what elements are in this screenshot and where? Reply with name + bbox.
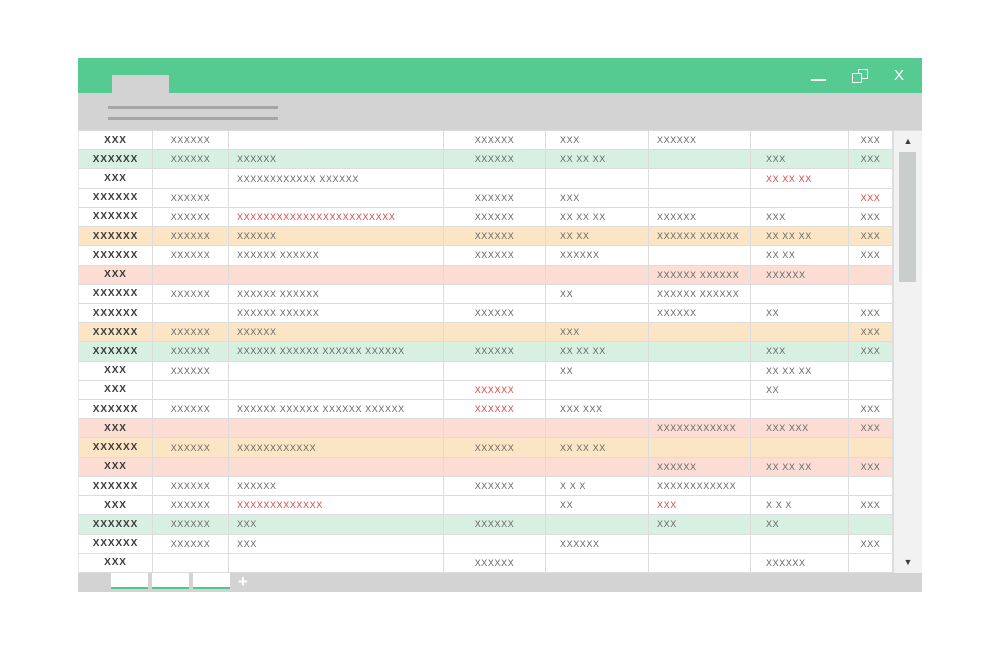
table-cell[interactable] bbox=[649, 189, 751, 208]
table-cell[interactable] bbox=[649, 362, 751, 381]
table-cell[interactable]: XXXXXX bbox=[153, 150, 229, 169]
table-cell[interactable]: XXX bbox=[229, 515, 444, 534]
spreadsheet-table bbox=[78, 131, 893, 573]
table-cell[interactable]: XXX bbox=[649, 515, 751, 534]
table-cell[interactable]: XXX bbox=[79, 381, 153, 400]
table-cell[interactable] bbox=[444, 458, 546, 477]
formula-line-placeholder bbox=[108, 117, 278, 120]
table-cell[interactable] bbox=[649, 323, 751, 342]
table-cell[interactable]: XX XX XX bbox=[546, 342, 649, 361]
table-cell[interactable] bbox=[849, 381, 893, 400]
table-row bbox=[79, 246, 893, 265]
sheet-tabs bbox=[111, 573, 230, 589]
table-cell[interactable]: XXXXXXXXXXXX bbox=[229, 438, 444, 457]
table-cell[interactable]: XXXXXX bbox=[79, 342, 153, 361]
table-cell[interactable]: XXXXXX bbox=[79, 150, 153, 169]
table-cell[interactable]: XXXXXX bbox=[444, 304, 546, 323]
table-cell[interactable]: XXXXXXXXXXXXX bbox=[229, 496, 444, 515]
table-cell[interactable]: XXXXXX XXXXXX bbox=[649, 227, 751, 246]
table-cell[interactable]: XXXXXX bbox=[546, 535, 649, 554]
table-cell[interactable] bbox=[849, 438, 893, 457]
table-cell[interactable]: XXX XXX bbox=[751, 419, 849, 438]
table-cell[interactable]: XXX bbox=[649, 496, 751, 515]
table-cell[interactable] bbox=[546, 381, 649, 400]
table-cell[interactable] bbox=[649, 342, 751, 361]
table-cell[interactable] bbox=[546, 554, 649, 573]
table-cell[interactable]: XXXXXX bbox=[79, 208, 153, 227]
table-row bbox=[79, 362, 893, 381]
table-cell[interactable] bbox=[546, 304, 649, 323]
table-cell[interactable]: XXXXXX XXXXXX bbox=[229, 246, 444, 265]
add-sheet-button[interactable]: + bbox=[238, 572, 248, 591]
table-cell[interactable]: XX XX XX bbox=[546, 150, 649, 169]
table-area bbox=[78, 130, 922, 573]
table-cell[interactable]: XXXXXX XXXXXX bbox=[229, 304, 444, 323]
sheet-tab-bar bbox=[78, 573, 922, 592]
scrollbar-thumb[interactable] bbox=[899, 152, 916, 282]
table-cell[interactable]: XXXXXX bbox=[153, 131, 229, 150]
table-cell[interactable] bbox=[153, 554, 229, 573]
table-cell[interactable] bbox=[444, 496, 546, 515]
table-cell[interactable] bbox=[229, 362, 444, 381]
table-cell[interactable]: XXXXXX bbox=[79, 285, 153, 304]
table-row bbox=[79, 227, 893, 246]
table-cell[interactable]: XXX bbox=[849, 323, 893, 342]
table-cell[interactable]: XXXXXX bbox=[444, 150, 546, 169]
table-cell[interactable]: XXX bbox=[849, 400, 893, 419]
table-cell[interactable]: XXXXXX bbox=[79, 400, 153, 419]
table-cell[interactable] bbox=[751, 438, 849, 457]
table-cell[interactable] bbox=[229, 189, 444, 208]
table-cell[interactable]: XXXXXX bbox=[444, 342, 546, 361]
app-window bbox=[78, 58, 922, 592]
table-cell[interactable]: XXXXXX bbox=[153, 323, 229, 342]
table-cell[interactable] bbox=[444, 285, 546, 304]
table-cell[interactable] bbox=[751, 400, 849, 419]
table-cell[interactable]: XXXXXX bbox=[153, 246, 229, 265]
table-cell[interactable] bbox=[546, 515, 649, 534]
table-cell[interactable]: XXXXXX bbox=[79, 227, 153, 246]
table-cell[interactable]: XXXXXXXXXXXX XXXXXX bbox=[229, 169, 444, 188]
table-row bbox=[79, 477, 893, 496]
table-cell[interactable]: XXX bbox=[849, 342, 893, 361]
table-cell[interactable]: XXXXXX bbox=[649, 131, 751, 150]
table-cell[interactable] bbox=[444, 535, 546, 554]
table-cell[interactable]: XXX bbox=[229, 535, 444, 554]
table-cell[interactable]: XXX bbox=[79, 458, 153, 477]
table-cell[interactable]: XXX bbox=[849, 535, 893, 554]
table-row bbox=[79, 266, 893, 285]
table-cell[interactable] bbox=[546, 266, 649, 285]
table-cell[interactable]: XXXXXX bbox=[153, 189, 229, 208]
table-cell[interactable] bbox=[229, 419, 444, 438]
table-cell[interactable]: XXXXXX bbox=[546, 246, 649, 265]
table-row bbox=[79, 535, 893, 554]
table-cell[interactable]: XXXXXX bbox=[79, 246, 153, 265]
table-cell[interactable]: XXXXXX XXXXXX bbox=[649, 266, 751, 285]
table-cell[interactable]: XXX bbox=[849, 227, 893, 246]
sheet-tab[interactable] bbox=[193, 573, 230, 589]
table-cell[interactable] bbox=[153, 304, 229, 323]
table-cell[interactable]: XXX bbox=[849, 496, 893, 515]
table-cell[interactable]: XXXXXX bbox=[153, 515, 229, 534]
table-cell[interactable]: XXXXXX bbox=[79, 515, 153, 534]
table-cell[interactable]: XXXXXX bbox=[444, 400, 546, 419]
table-cell[interactable] bbox=[649, 400, 751, 419]
table-cell[interactable]: XXXXXX bbox=[229, 150, 444, 169]
table-row bbox=[79, 169, 893, 188]
table-cell[interactable] bbox=[849, 266, 893, 285]
table-cell[interactable] bbox=[444, 169, 546, 188]
table-cell[interactable]: XXXXXX bbox=[444, 208, 546, 227]
table-cell[interactable] bbox=[751, 131, 849, 150]
table-cell[interactable]: XX bbox=[751, 304, 849, 323]
table-cell[interactable] bbox=[849, 554, 893, 573]
table-cell[interactable]: XXXXXX bbox=[649, 208, 751, 227]
table-cell[interactable]: XXXXXX XXXXXX XXXXXX XXXXXX bbox=[229, 342, 444, 361]
table-cell[interactable]: XXX bbox=[849, 246, 893, 265]
document-tab[interactable] bbox=[112, 75, 169, 93]
table-cell[interactable]: XX XX XX bbox=[751, 227, 849, 246]
titlebar bbox=[78, 58, 922, 93]
table-cell[interactable] bbox=[649, 150, 751, 169]
table-cell[interactable]: XXXXXX bbox=[444, 438, 546, 457]
window-controls bbox=[811, 58, 904, 93]
sheet-tab[interactable] bbox=[152, 573, 189, 589]
table-cell[interactable]: XXXXXX bbox=[444, 477, 546, 496]
table-cell[interactable]: XXX bbox=[849, 304, 893, 323]
table-cell[interactable]: XXXXXX bbox=[153, 400, 229, 419]
table-cell[interactable]: XX XX XX bbox=[546, 438, 649, 457]
table-cell[interactable]: XX bbox=[546, 362, 649, 381]
table-cell[interactable]: XXX bbox=[79, 362, 153, 381]
table-cell[interactable]: XXXXXX bbox=[153, 362, 229, 381]
table-cell[interactable]: XXXXXX bbox=[444, 189, 546, 208]
minimize-button[interactable] bbox=[811, 70, 826, 81]
table-cell[interactable] bbox=[649, 554, 751, 573]
table-row bbox=[79, 208, 893, 227]
table-cell[interactable] bbox=[546, 169, 649, 188]
table-cell[interactable] bbox=[849, 515, 893, 534]
table-cell[interactable] bbox=[649, 535, 751, 554]
table-cell[interactable] bbox=[229, 131, 444, 150]
table-cell[interactable]: XXX bbox=[751, 208, 849, 227]
table-cell[interactable]: XXXXXX bbox=[79, 304, 153, 323]
table-cell[interactable] bbox=[153, 419, 229, 438]
table-cell[interactable] bbox=[546, 419, 649, 438]
table-cell[interactable]: XXX bbox=[79, 496, 153, 515]
table-cell[interactable] bbox=[649, 438, 751, 457]
table-cell[interactable]: XXXXXX bbox=[79, 438, 153, 457]
table-cell[interactable] bbox=[649, 381, 751, 400]
table-cell[interactable] bbox=[153, 381, 229, 400]
table-cell[interactable]: XXXXXX XXXXXX XXXXXX XXXXXX bbox=[229, 400, 444, 419]
table-cell[interactable]: XXXXXX bbox=[444, 515, 546, 534]
table-cell[interactable]: XXXXXX bbox=[229, 227, 444, 246]
table-cell[interactable]: XXXXXX bbox=[79, 189, 153, 208]
table-cell[interactable]: XXXXXX bbox=[444, 131, 546, 150]
table-row bbox=[79, 150, 893, 169]
table-cell[interactable]: XXXXXX bbox=[444, 227, 546, 246]
table-cell[interactable]: XX XX XX bbox=[546, 208, 649, 227]
table-cell[interactable]: XXXXXXXXXXXXXXXXXXXXXXXX bbox=[229, 208, 444, 227]
sheet-tab[interactable] bbox=[111, 573, 148, 589]
table-row bbox=[79, 515, 893, 534]
table-cell[interactable]: XXXXXX bbox=[444, 554, 546, 573]
table-cell[interactable]: XXX bbox=[546, 131, 649, 150]
table-cell[interactable]: XXXXXX bbox=[229, 323, 444, 342]
table-cell[interactable]: XX XX XX bbox=[751, 362, 849, 381]
table-cell[interactable]: XXX XXX bbox=[546, 400, 649, 419]
table-cell[interactable]: XXX bbox=[79, 169, 153, 188]
table-cell[interactable] bbox=[444, 419, 546, 438]
table-cell[interactable] bbox=[751, 285, 849, 304]
table-cell[interactable]: XXXXXX XXXXXX bbox=[229, 285, 444, 304]
table-cell[interactable]: XXXXXXXXXXXX bbox=[649, 477, 751, 496]
table-cell[interactable]: XXX bbox=[849, 419, 893, 438]
table-cell[interactable] bbox=[444, 362, 546, 381]
table-cell[interactable]: XXX bbox=[79, 554, 153, 573]
table-cell[interactable] bbox=[751, 477, 849, 496]
table-cell[interactable]: XXX bbox=[849, 150, 893, 169]
table-cell[interactable] bbox=[849, 169, 893, 188]
table-cell[interactable]: XX bbox=[546, 285, 649, 304]
table-cell[interactable]: XXXXXX bbox=[229, 477, 444, 496]
table-row bbox=[79, 304, 893, 323]
table-cell[interactable]: XXX bbox=[79, 419, 153, 438]
table-cell[interactable]: XXXXXX bbox=[153, 438, 229, 457]
table-row bbox=[79, 189, 893, 208]
table-cell[interactable]: XXXXXX bbox=[751, 266, 849, 285]
table-cell[interactable] bbox=[649, 169, 751, 188]
table-row bbox=[79, 342, 893, 361]
table-cell[interactable] bbox=[546, 458, 649, 477]
menu-line-placeholder bbox=[108, 106, 278, 109]
maximize-icon bbox=[852, 69, 868, 83]
table-cell[interactable]: XX bbox=[751, 515, 849, 534]
scroll-up-icon[interactable]: ▲ bbox=[903, 136, 913, 146]
table-cell[interactable]: XX XX XX bbox=[751, 458, 849, 477]
table-row bbox=[79, 458, 893, 477]
table-cell[interactable]: XXXXXX bbox=[153, 477, 229, 496]
table-cell[interactable]: XXX bbox=[849, 131, 893, 150]
table-cell[interactable]: XXXXXX bbox=[751, 554, 849, 573]
table-cell[interactable] bbox=[849, 285, 893, 304]
table-cell[interactable] bbox=[229, 266, 444, 285]
table-cell[interactable] bbox=[444, 323, 546, 342]
table-row bbox=[79, 400, 893, 419]
table-cell[interactable]: XXXXXX bbox=[153, 208, 229, 227]
toolbar bbox=[78, 93, 922, 130]
table-cell[interactable]: XXXXXX bbox=[153, 342, 229, 361]
table-cell[interactable]: XXX bbox=[849, 458, 893, 477]
table-row bbox=[79, 323, 893, 342]
table-cell[interactable] bbox=[153, 458, 229, 477]
table-cell[interactable]: X X X bbox=[751, 496, 849, 515]
table-row bbox=[79, 381, 893, 400]
table-cell[interactable]: XXXXXX bbox=[79, 323, 153, 342]
table-cell[interactable] bbox=[153, 266, 229, 285]
table-cell[interactable] bbox=[444, 266, 546, 285]
table-cell[interactable]: XXXXXX bbox=[79, 477, 153, 496]
table-row bbox=[79, 285, 893, 304]
table-cell[interactable] bbox=[153, 169, 229, 188]
table-cell[interactable]: XXXXXX bbox=[444, 246, 546, 265]
table-cell[interactable]: XXXXXX bbox=[153, 535, 229, 554]
table-cell[interactable]: XXXXXX bbox=[649, 304, 751, 323]
table-cell[interactable] bbox=[751, 323, 849, 342]
close-button[interactable]: X bbox=[893, 67, 904, 84]
table-cell[interactable]: XXXXXX bbox=[153, 285, 229, 304]
table-cell[interactable]: XXXXXX bbox=[153, 496, 229, 515]
table-cell[interactable] bbox=[229, 381, 444, 400]
table-cell[interactable] bbox=[229, 458, 444, 477]
table-cell[interactable]: XXXXXX bbox=[153, 227, 229, 246]
table-cell[interactable]: XX bbox=[546, 496, 649, 515]
table-cell[interactable]: XXX bbox=[79, 131, 153, 150]
table-cell[interactable]: X X X bbox=[546, 477, 649, 496]
table-row bbox=[79, 419, 893, 438]
table-row bbox=[79, 554, 893, 573]
table-cell[interactable] bbox=[751, 535, 849, 554]
table-cell[interactable]: XX XX bbox=[546, 227, 649, 246]
table-cell[interactable]: XXXXXXXXXXXX bbox=[649, 419, 751, 438]
minimize-icon bbox=[811, 79, 826, 81]
table-row bbox=[79, 496, 893, 515]
table-row bbox=[79, 131, 893, 150]
vertical-scrollbar[interactable] bbox=[893, 131, 922, 573]
table-cell[interactable] bbox=[649, 246, 751, 265]
table-cell[interactable]: XXXXXX bbox=[649, 458, 751, 477]
table-cell[interactable]: XXX bbox=[751, 150, 849, 169]
table-cell[interactable]: XX XX XX bbox=[751, 169, 849, 188]
table-cell[interactable] bbox=[849, 477, 893, 496]
table-cell[interactable]: XXX bbox=[79, 266, 153, 285]
table-cell[interactable]: XXX bbox=[751, 342, 849, 361]
table-cell[interactable]: XXX bbox=[546, 189, 649, 208]
table-cell[interactable] bbox=[229, 554, 444, 573]
table-cell[interactable]: XXX bbox=[546, 323, 649, 342]
table-cell[interactable] bbox=[751, 189, 849, 208]
table-cell[interactable]: XXX bbox=[849, 189, 893, 208]
table-cell[interactable]: XXX bbox=[849, 208, 893, 227]
table-cell[interactable] bbox=[849, 362, 893, 381]
table-cell[interactable]: XX bbox=[751, 381, 849, 400]
table-cell[interactable]: XXXXXX bbox=[79, 535, 153, 554]
table-cell[interactable]: XX XX bbox=[751, 246, 849, 265]
table-cell[interactable]: XXXXXX bbox=[444, 381, 546, 400]
scroll-down-icon[interactable]: ▼ bbox=[903, 557, 913, 567]
maximize-button[interactable] bbox=[852, 69, 868, 83]
table-row bbox=[79, 438, 893, 457]
table-cell[interactable]: XXXXXX XXXXXX bbox=[649, 285, 751, 304]
